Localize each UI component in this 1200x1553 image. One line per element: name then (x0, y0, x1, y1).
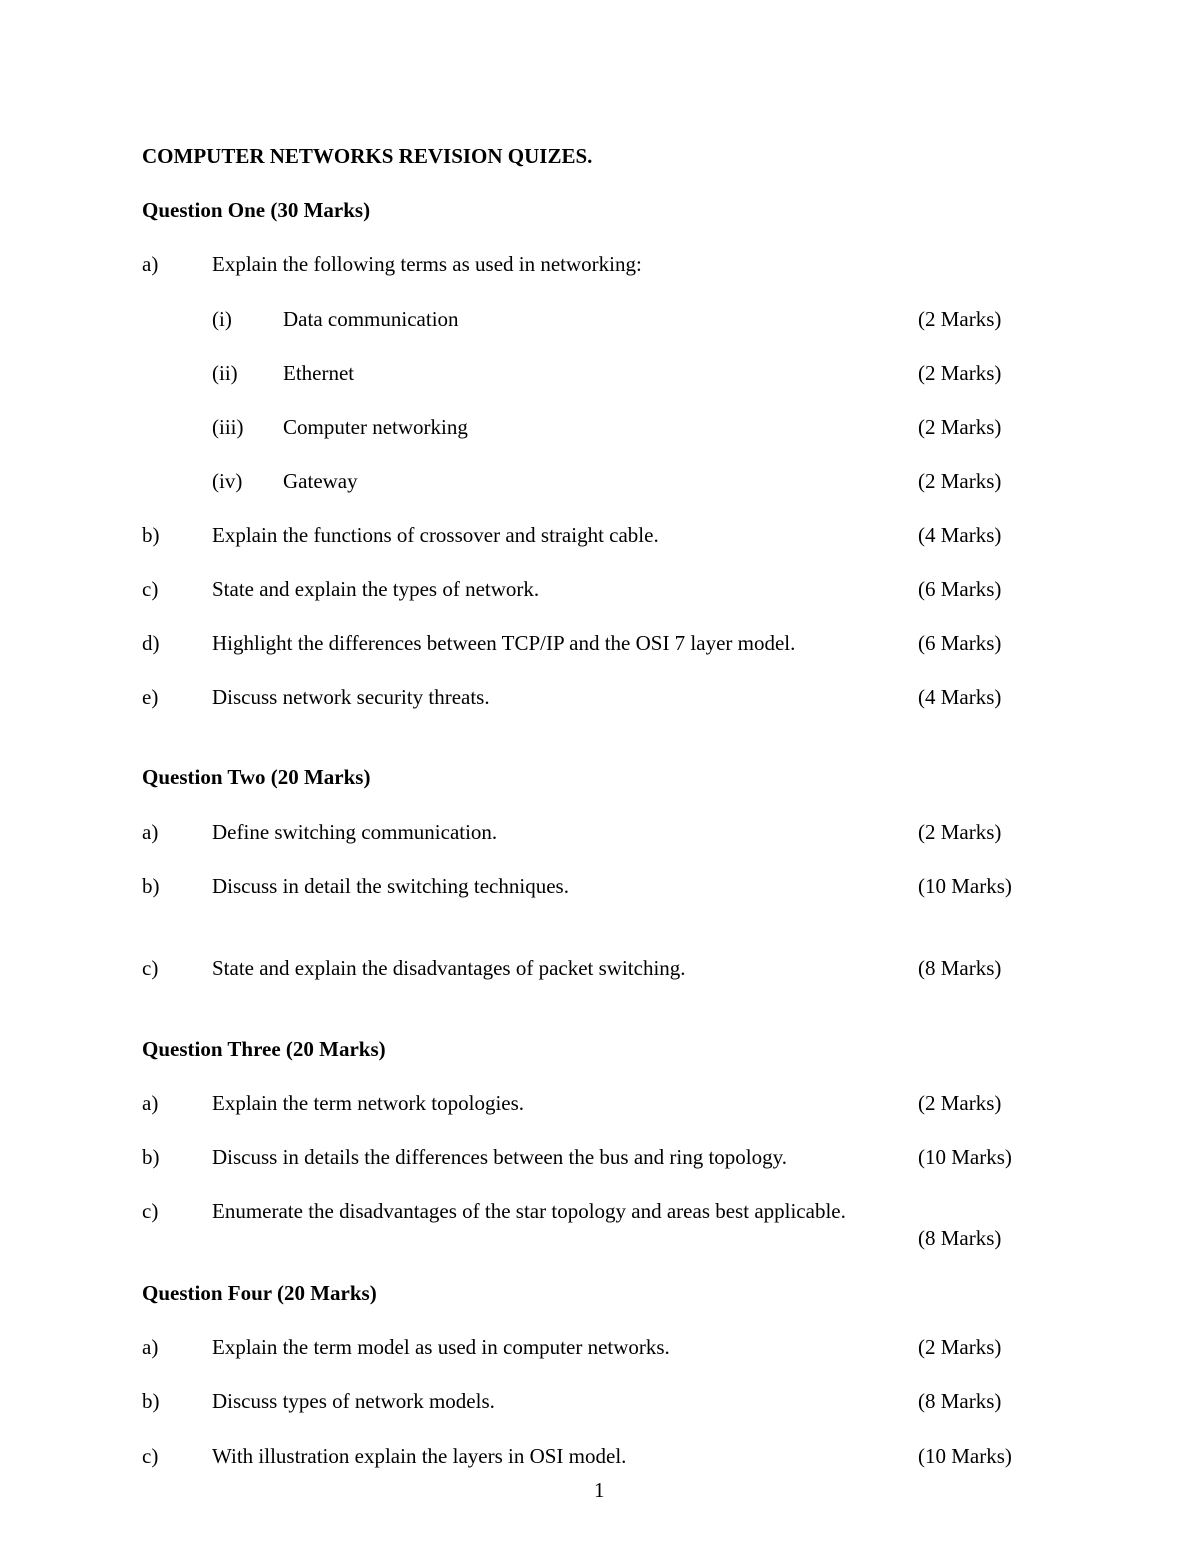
question-text: Enumerate the disadvantages of the star topology and areas best applicable. (212, 1199, 846, 1223)
marks-value: (2 Marks) (918, 1335, 1002, 1359)
marks-value: (4 Marks) (918, 523, 1002, 547)
question-label: a) (142, 252, 159, 276)
sub-question-text: Computer networking (283, 415, 468, 439)
marks-value: (6 Marks) (918, 631, 1002, 655)
question-label: c) (142, 1444, 159, 1468)
marks-value: (8 Marks) (918, 1389, 1002, 1413)
marks-value: (4 Marks) (918, 685, 1002, 709)
question-two-heading: Question Two (20 Marks) (142, 765, 371, 789)
document-title: COMPUTER NETWORKS REVISION QUIZES. (142, 144, 593, 168)
question-label: d) (142, 631, 160, 655)
question-text: Explain the term network topologies. (212, 1091, 525, 1115)
marks-value: (10 Marks) (918, 1444, 1012, 1468)
question-label: b) (142, 874, 160, 898)
question-text: Highlight the differences between TCP/IP and the OSI 7 layer model. (212, 631, 796, 655)
marks-value: (8 Marks) (918, 1226, 1002, 1250)
sub-question-number: (ii) (212, 361, 238, 385)
sub-question-number: (iii) (212, 415, 244, 439)
sub-question-text: Gateway (283, 469, 358, 493)
question-label: e) (142, 685, 159, 709)
question-text: Discuss in details the differences between the bus and ring topology. (212, 1145, 788, 1169)
question-text: Discuss in detail the switching techniques. (212, 874, 569, 898)
marks-value: (2 Marks) (918, 307, 1002, 331)
sub-question-text: Ethernet (283, 361, 355, 385)
question-label: b) (142, 1145, 160, 1169)
question-label: c) (142, 1199, 159, 1223)
question-label: a) (142, 1335, 159, 1359)
question-label: c) (142, 956, 159, 980)
question-four-heading: Question Four (20 Marks) (142, 1281, 377, 1305)
question-label: b) (142, 523, 160, 547)
question-label: b) (142, 1389, 160, 1413)
question-one-heading: Question One (30 Marks) (142, 198, 371, 222)
marks-value: (8 Marks) (918, 956, 1002, 980)
marks-value: (2 Marks) (918, 361, 1002, 385)
sub-question-text: Data communication (283, 307, 459, 331)
question-text: Explain the term model as used in computer networks. (212, 1335, 670, 1359)
sub-question-number: (i) (212, 307, 232, 331)
marks-value: (2 Marks) (918, 469, 1002, 493)
question-text: With illustration explain the layers in OSI model. (212, 1444, 627, 1468)
question-text: State and explain the disadvantages of packet switching. (212, 956, 686, 980)
question-text: Explain the following terms as used in networking: (212, 252, 642, 276)
question-label: a) (142, 820, 159, 844)
question-text: Discuss network security threats. (212, 685, 490, 709)
question-text: Discuss types of network models. (212, 1389, 495, 1413)
question-text: Define switching communication. (212, 820, 498, 844)
marks-value: (10 Marks) (918, 1145, 1012, 1169)
question-label: c) (142, 577, 159, 601)
page-number: 1 (594, 1478, 605, 1502)
question-three-heading: Question Three (20 Marks) (142, 1037, 386, 1061)
question-text: Explain the functions of crossover and straight cable. (212, 523, 659, 547)
marks-value: (2 Marks) (918, 1091, 1002, 1115)
marks-value: (10 Marks) (918, 874, 1012, 898)
question-label: a) (142, 1091, 159, 1115)
sub-question-number: (iv) (212, 469, 243, 493)
marks-value: (6 Marks) (918, 577, 1002, 601)
question-text: State and explain the types of network. (212, 577, 540, 601)
marks-value: (2 Marks) (918, 820, 1002, 844)
marks-value: (2 Marks) (918, 415, 1002, 439)
